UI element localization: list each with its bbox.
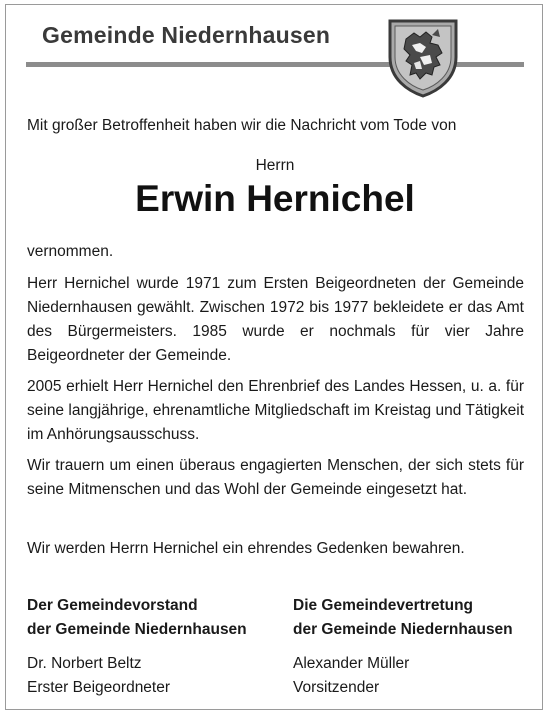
deceased-name: Erwin Hernichel <box>135 178 415 219</box>
coat-of-arms-lion-icon <box>386 17 460 99</box>
signature-person: Dr. Norbert Beltz <box>27 655 142 672</box>
signature-role: Vorsitzender <box>293 679 380 696</box>
signature-block-gemeindevorstand <box>27 594 247 700</box>
paragraph: Herr Hernichel wurde 1971 zum Ersten Beigeordneten der Gemeinde Niedernhausen gewählt. Zwischen 1972 bis 1977 bekleidete er das Amt des Bürgermeisters. 1985 wurde er nochmals für vier Jahre Beigeordneter der Gemeinde. <box>27 275 524 364</box>
signature-org-line: Der Gemeindevorstand <box>27 597 198 614</box>
signature-person: Alexander Müller <box>293 655 410 672</box>
signature-org-line: Die Gemeindevertretung <box>293 597 474 614</box>
signature-org-line: der Gemeinde Niedernhausen <box>293 621 513 638</box>
paragraph: 2005 erhielt Herr Hernichel den Ehrenbrief des Landes Hessen, u. a. für seine langjährige, ehrenamtliche Mitgliedschaft im Kreistag und Tätigkeit im Anhörungsausschuss. <box>27 378 524 443</box>
paragraph: Wir trauern um einen überaus engagierten Menschen, der sich stets für seine Mitmenschen und das Wohl der Gemeinde eingesetzt hat. <box>27 457 524 498</box>
intro-text: Mit großer Betroffenheit haben wir die Nachricht vom Tode von <box>27 117 457 134</box>
header-title: Gemeinde Niedernhausen <box>42 22 331 48</box>
signature-org-line: der Gemeinde Niedernhausen <box>27 621 247 638</box>
paragraph: Wir werden Herrn Hernichel ein ehrendes Gedenken bewahren. <box>27 540 465 557</box>
salutation: Herrn <box>255 157 295 174</box>
paragraph: vernommen. <box>27 243 114 260</box>
signature-role: Erster Beigeordneter <box>27 679 171 696</box>
signature-block-gemeindevertretung <box>293 594 513 700</box>
